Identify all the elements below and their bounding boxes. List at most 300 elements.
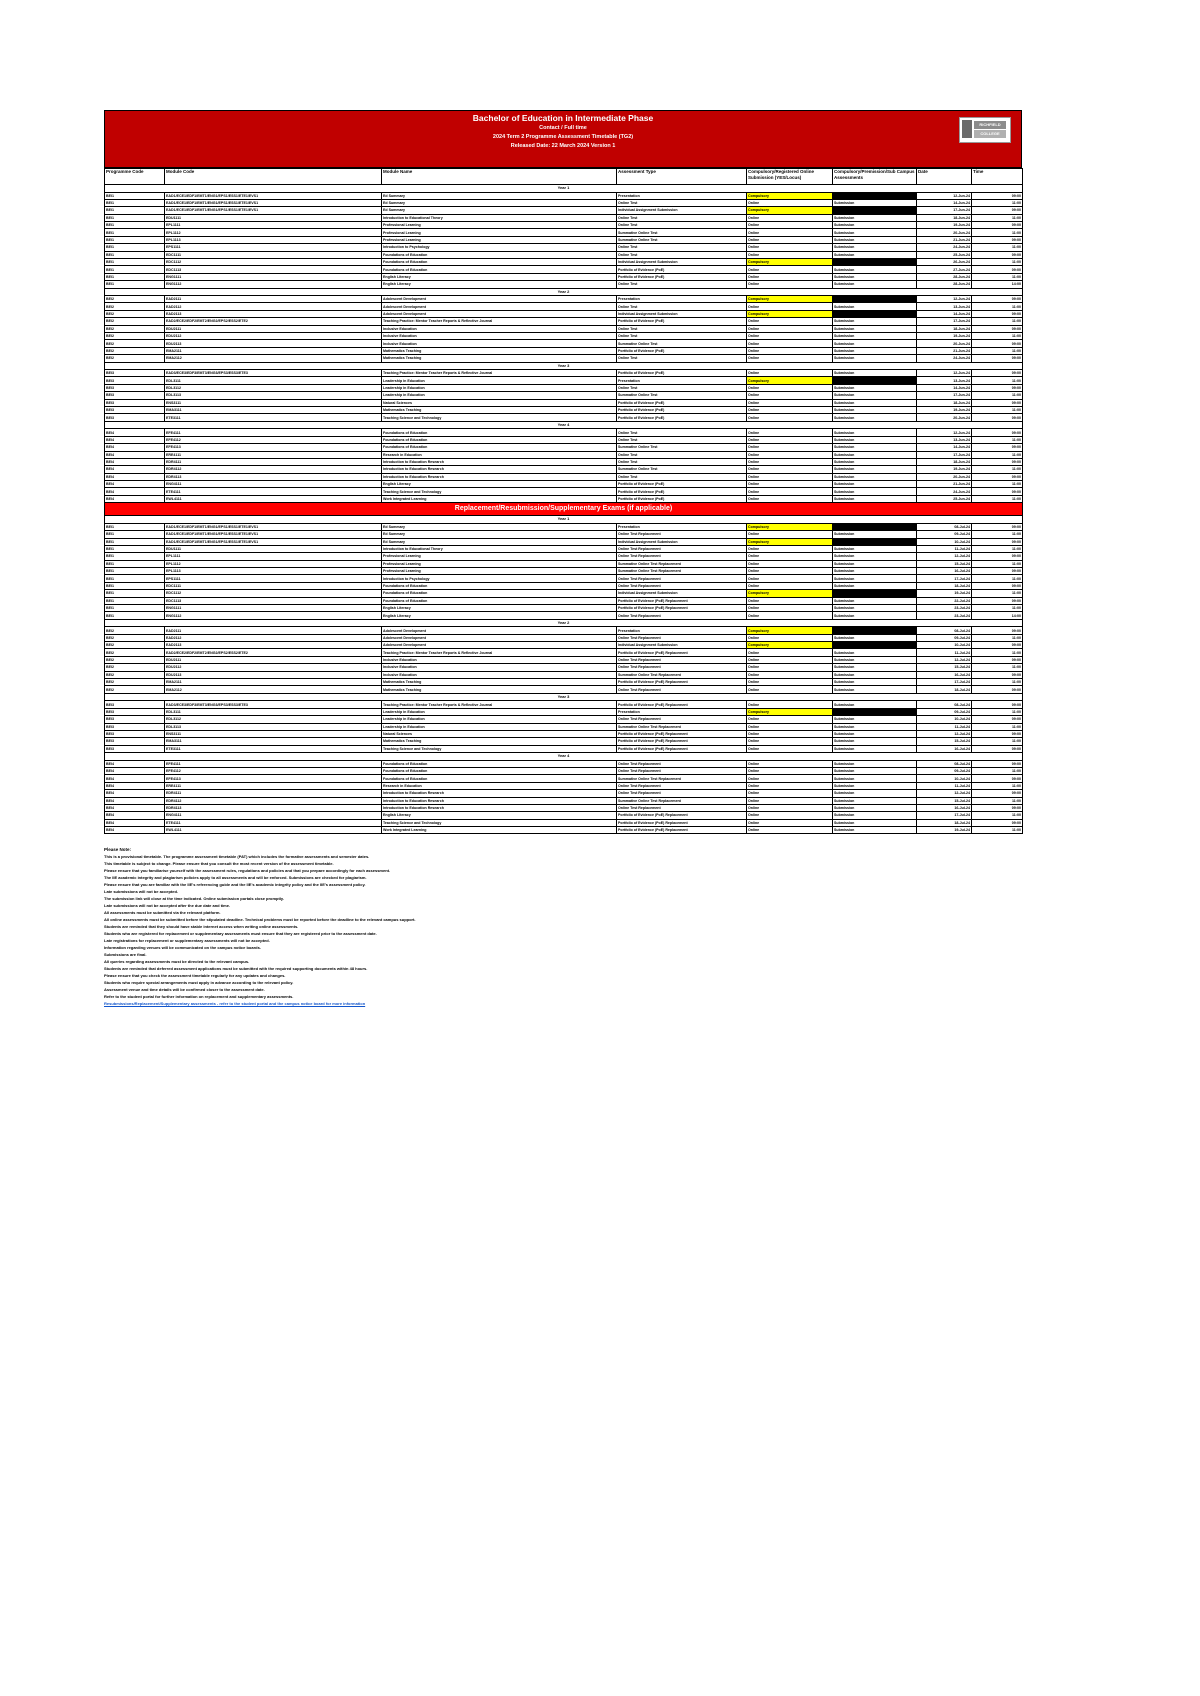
cell-online-submission: Online	[747, 730, 833, 737]
cell-online-submission: Online	[747, 325, 833, 332]
table-row	[105, 686, 1023, 693]
cell-date: 17-Jul-24	[917, 812, 972, 819]
cell-campus-assessment: Submission	[833, 466, 917, 473]
cell-campus-assessment	[833, 259, 917, 266]
cell-date: 12-Jun-24	[917, 296, 972, 303]
cell-module-code: EDC1112	[165, 259, 382, 266]
cell-online-submission: Online	[747, 244, 833, 251]
year-row	[105, 753, 1023, 761]
cell-campus-assessment	[833, 642, 917, 649]
cell-programme-code: BEI2	[105, 649, 165, 656]
cell-campus-assessment: Submission	[833, 199, 917, 206]
cell-module-code: EMA2112	[165, 355, 382, 362]
cell-time: 09:00	[972, 701, 1023, 708]
cell-assessment-type: Portfolio of Evidence (PoE)	[617, 488, 747, 495]
cell-date: 19-Jun-24	[917, 466, 972, 473]
cell-time: 11:00	[972, 782, 1023, 789]
cell-assessment-type: Online Test	[617, 251, 747, 258]
table-row	[105, 266, 1023, 273]
cell-module-code: ERE4111	[165, 782, 382, 789]
table-row	[105, 384, 1023, 391]
table-row	[105, 318, 1023, 325]
cell-campus-assessment: Submission	[833, 318, 917, 325]
cell-date: 09-Jul-24	[917, 634, 972, 641]
cell-assessment-type: Online Test	[617, 436, 747, 443]
cell-online-submission: Online	[747, 560, 833, 567]
cell-assessment-type: Summative Online Test	[617, 444, 747, 451]
table-row	[105, 458, 1023, 465]
cell-online-submission: Online	[747, 481, 833, 488]
cell-assessment-type: Summative Online Test	[617, 466, 747, 473]
cell-campus-assessment: Submission	[833, 444, 917, 451]
cell-online-submission: Online	[747, 488, 833, 495]
cell-module-name: Inclusive Education	[382, 333, 617, 340]
cell-date: 15-Jul-24	[917, 560, 972, 567]
cell-online-submission: Online	[747, 738, 833, 745]
table-row	[105, 414, 1023, 421]
year-label: Year 2	[105, 288, 1023, 296]
col-assessment-type: Assessment Type	[617, 169, 747, 185]
cell-online-submission: Online	[747, 716, 833, 723]
cell-date: 10-Jul-24	[917, 716, 972, 723]
cell-module-name: English Literacy	[382, 481, 617, 488]
cell-module-name: Foundations of Education	[382, 582, 617, 589]
cell-programme-code: BEI2	[105, 310, 165, 317]
cell-campus-assessment: Submission	[833, 701, 917, 708]
cell-time: 09:00	[972, 444, 1023, 451]
cell-assessment-type: Individual Assignment Submission	[617, 310, 747, 317]
cell-online-submission: Online	[747, 451, 833, 458]
cell-time: 09:00	[972, 716, 1023, 723]
cell-module-code: EDU1111	[165, 214, 382, 221]
cell-time: 09:00	[972, 222, 1023, 229]
cell-module-name: Leadership in Education	[382, 377, 617, 384]
cell-online-submission: Online	[747, 281, 833, 288]
cell-time: 09:00	[972, 775, 1023, 782]
table-row	[105, 481, 1023, 488]
cell-campus-assessment: Submission	[833, 745, 917, 752]
cell-time: 09:00	[972, 553, 1023, 560]
cell-date: 28-Jun-24	[917, 281, 972, 288]
cell-time: 11:00	[972, 466, 1023, 473]
cell-module-code: EFE4111	[165, 429, 382, 436]
cell-module-name: Professional Learning	[382, 236, 617, 243]
cell-assessment-type: Summative Online Test Replacement	[617, 568, 747, 575]
cell-time: 11:00	[972, 347, 1023, 354]
cell-time: 11:00	[972, 575, 1023, 582]
table-row	[105, 760, 1023, 767]
table-row	[105, 244, 1023, 251]
cell-module-code: ETE4111	[165, 819, 382, 826]
cell-campus-assessment	[833, 207, 917, 214]
cell-date: 19-Jul-24	[917, 590, 972, 597]
cell-assessment-type: Presentation	[617, 708, 747, 715]
column-header-row	[105, 169, 1023, 185]
table-row	[105, 207, 1023, 214]
cell-time: 11:00	[972, 273, 1023, 280]
cell-campus-assessment	[833, 377, 917, 384]
cell-module-code: ETE3111	[165, 414, 382, 421]
cell-assessment-type: Portfolio of Evidence (PoE) Replacement	[617, 738, 747, 745]
cell-assessment-type: Portfolio of Evidence (PoE)	[617, 347, 747, 354]
cell-programme-code: BEI1	[105, 560, 165, 567]
cell-module-code: EWL4111	[165, 827, 382, 834]
cell-programme-code: BEI3	[105, 407, 165, 414]
cell-date: 19-Jun-24	[917, 222, 972, 229]
table-row	[105, 656, 1023, 663]
cell-module-name: Ed Summary	[382, 531, 617, 538]
table-row	[105, 812, 1023, 819]
cell-module-name: English Literacy	[382, 605, 617, 612]
cell-date: 17-Jul-24	[917, 575, 972, 582]
col-programme-code: Programme Code	[105, 169, 165, 185]
cell-campus-assessment: Submission	[833, 819, 917, 826]
table-row	[105, 273, 1023, 280]
cell-campus-assessment: Submission	[833, 407, 917, 414]
cell-time: 09:00	[972, 296, 1023, 303]
cell-campus-assessment: Submission	[833, 399, 917, 406]
cell-date: 09-Jul-24	[917, 767, 972, 774]
table-row	[105, 790, 1023, 797]
note-line: The submission link will close at the time indicated. Online submission portals close promptly.	[104, 896, 284, 901]
cell-assessment-type: Online Test Replacement	[617, 575, 747, 582]
cell-campus-assessment: Submission	[833, 436, 917, 443]
table-row	[105, 251, 1023, 258]
cell-date: 12-Jul-24	[917, 553, 972, 560]
cell-programme-code: BEI4	[105, 488, 165, 495]
cell-assessment-type: Online Test Replacement	[617, 716, 747, 723]
cell-campus-assessment: Submission	[833, 560, 917, 567]
table-row	[105, 804, 1023, 811]
cell-programme-code: BEI3	[105, 370, 165, 377]
cell-time: 11:00	[972, 436, 1023, 443]
cell-campus-assessment: Submission	[833, 568, 917, 575]
year-row	[105, 288, 1023, 296]
cell-online-submission: Online	[747, 355, 833, 362]
cell-programme-code: BEI1	[105, 531, 165, 538]
cell-time: 11:00	[972, 495, 1023, 502]
cell-programme-code: BEI3	[105, 392, 165, 399]
cell-assessment-type: Portfolio of Evidence (PoE) Replacement	[617, 827, 747, 834]
cell-campus-assessment: Submission	[833, 634, 917, 641]
cell-programme-code: BEI3	[105, 384, 165, 391]
cell-programme-code: BEI2	[105, 333, 165, 340]
cell-campus-assessment: Submission	[833, 671, 917, 678]
cell-campus-assessment: Submission	[833, 738, 917, 745]
cell-date: 23-Jul-24	[917, 605, 972, 612]
cell-module-code: EDR4111	[165, 790, 382, 797]
cell-programme-code: BEI4	[105, 760, 165, 767]
cell-module-code: EDU1111	[165, 545, 382, 552]
cell-module-name: Teaching Science and Technology	[382, 819, 617, 826]
cell-online-submission: Online	[747, 347, 833, 354]
note-line: Please ensure that you check the assessment timetable regularly for any updates and changes.	[104, 973, 286, 978]
cell-campus-assessment: Submission	[833, 429, 917, 436]
cell-date: 22-Jul-24	[917, 597, 972, 604]
cell-time: 11:00	[972, 560, 1023, 567]
table-row	[105, 701, 1023, 708]
cell-module-name: Foundations of Education	[382, 767, 617, 774]
cell-time: 09:00	[972, 266, 1023, 273]
cell-online-submission: Compulsory	[747, 627, 833, 634]
cell-campus-assessment: Submission	[833, 273, 917, 280]
cell-programme-code: BEI2	[105, 318, 165, 325]
year-row	[105, 693, 1023, 701]
cell-module-code: EPL1112	[165, 229, 382, 236]
cell-assessment-type: Portfolio of Evidence (PoE)	[617, 407, 747, 414]
cell-campus-assessment: Submission	[833, 481, 917, 488]
cell-module-code: EAD1/ECE1/EDF1/EMT1/ENG1/EPS1/ESS1/ETE1/EVS1	[165, 199, 382, 206]
cell-module-name: Research in Education	[382, 451, 617, 458]
cell-campus-assessment	[833, 708, 917, 715]
year-label: Year 1	[105, 516, 1023, 524]
cell-campus-assessment: Submission	[833, 495, 917, 502]
cell-module-name: English Literacy	[382, 612, 617, 619]
cell-assessment-type: Portfolio of Evidence (PoE) Replacement	[617, 745, 747, 752]
table-row	[105, 568, 1023, 575]
cell-module-name: Teaching Practice: Mentor Teacher Reports & Reflective Journal	[382, 649, 617, 656]
cell-module-name: Foundations of Education	[382, 775, 617, 782]
cell-assessment-type: Online Test	[617, 214, 747, 221]
table-row	[105, 612, 1023, 619]
release-date: Released Date: 22 March 2024 Version 1	[510, 143, 616, 149]
cell-time: 09:00	[972, 399, 1023, 406]
table-row	[105, 745, 1023, 752]
notes-link[interactable]: Resubmissions/Replacement/Supplementary assessments - refer to the student portal and the campus notice board for more information	[104, 1001, 366, 1006]
cell-campus-assessment: Submission	[833, 649, 917, 656]
cell-time: 11:00	[972, 407, 1023, 414]
cell-programme-code: BEI2	[105, 627, 165, 634]
cell-online-submission: Compulsory	[747, 310, 833, 317]
table-row	[105, 523, 1023, 530]
cell-programme-code: BEI4	[105, 473, 165, 480]
cell-online-submission: Online	[747, 229, 833, 236]
cell-assessment-type: Summative Online Test Replacement	[617, 775, 747, 782]
cell-assessment-type: Presentation	[617, 192, 747, 199]
cell-programme-code: BEI2	[105, 340, 165, 347]
cell-date: 17-Jul-24	[917, 679, 972, 686]
cell-module-code: EPL1111	[165, 222, 382, 229]
cell-time: 09:00	[972, 207, 1023, 214]
cell-time: 09:00	[972, 325, 1023, 332]
cell-module-code: EDC1113	[165, 597, 382, 604]
cell-campus-assessment: Submission	[833, 303, 917, 310]
cell-module-code: EDC1113	[165, 266, 382, 273]
table-row	[105, 199, 1023, 206]
cell-campus-assessment: Submission	[833, 723, 917, 730]
cell-time: 09:00	[972, 671, 1023, 678]
cell-time: 09:00	[972, 642, 1023, 649]
cell-time: 14:00	[972, 612, 1023, 619]
cell-campus-assessment: Submission	[833, 827, 917, 834]
cell-module-code: EDR4113	[165, 473, 382, 480]
col-module-name: Module Name	[382, 169, 617, 185]
cell-programme-code: BEI1	[105, 214, 165, 221]
cell-campus-assessment	[833, 590, 917, 597]
cell-campus-assessment: Submission	[833, 656, 917, 663]
cell-programme-code: BEI3	[105, 414, 165, 421]
cell-time: 11:00	[972, 812, 1023, 819]
table-row	[105, 429, 1023, 436]
table-row	[105, 436, 1023, 443]
cell-assessment-type: Individual Assignment Submission	[617, 642, 747, 649]
cell-assessment-type: Summative Online Test Replacement	[617, 671, 747, 678]
cell-module-name: Ed Summary	[382, 207, 617, 214]
cell-online-submission: Online	[747, 656, 833, 663]
cell-date: 13-Jun-24	[917, 377, 972, 384]
col-date: Date	[917, 169, 972, 185]
note-line: Students are reminded that they should have stable internet access when writing online assessments.	[104, 924, 299, 929]
cell-campus-assessment: Submission	[833, 797, 917, 804]
cell-programme-code: BEI1	[105, 192, 165, 199]
cell-module-name: Ed Summary	[382, 199, 617, 206]
cell-programme-code: BEI1	[105, 222, 165, 229]
cell-date: 18-Jun-24	[917, 458, 972, 465]
cell-programme-code: BEI1	[105, 582, 165, 589]
cell-module-code: EDU2113	[165, 671, 382, 678]
cell-module-code: EDU2112	[165, 333, 382, 340]
cell-assessment-type: Online Test	[617, 384, 747, 391]
cell-assessment-type: Online Test	[617, 325, 747, 332]
cell-time: 09:00	[972, 760, 1023, 767]
cell-online-submission: Online	[747, 266, 833, 273]
cell-online-submission: Online	[747, 273, 833, 280]
document-title: Bachelor of Education in Intermediate Phase	[472, 113, 654, 123]
cell-campus-assessment	[833, 192, 917, 199]
cell-module-name: Research in Education	[382, 782, 617, 789]
table-row	[105, 488, 1023, 495]
cell-time: 11:00	[972, 827, 1023, 834]
cell-module-name: Professional Learning	[382, 560, 617, 567]
cell-time: 09:00	[972, 627, 1023, 634]
note-line: Please ensure that you are familiar with the IIE's referencing guide and the IIE's academic integrity policy and the IIE's assessment policy.	[104, 882, 366, 887]
cell-online-submission: Compulsory	[747, 377, 833, 384]
cell-assessment-type: Online Test Replacement	[617, 634, 747, 641]
cell-time: 11:00	[972, 679, 1023, 686]
table-row	[105, 407, 1023, 414]
cell-date: 24-Jun-24	[917, 355, 972, 362]
cell-programme-code: BEI2	[105, 656, 165, 663]
cell-online-submission: Online	[747, 782, 833, 789]
table-row	[105, 303, 1023, 310]
cell-campus-assessment: Submission	[833, 716, 917, 723]
cell-time: 11:00	[972, 797, 1023, 804]
cell-campus-assessment: Submission	[833, 488, 917, 495]
cell-module-name: Teaching Science and Technology	[382, 745, 617, 752]
cell-assessment-type: Summative Online Test	[617, 392, 747, 399]
cell-date: 19-Jun-24	[917, 333, 972, 340]
table-row	[105, 797, 1023, 804]
cell-date: 08-Jul-24	[917, 760, 972, 767]
table-row	[105, 575, 1023, 582]
year-label: Year 3	[105, 693, 1023, 701]
cell-online-submission: Online	[747, 812, 833, 819]
cell-online-submission: Online	[747, 333, 833, 340]
cell-campus-assessment: Submission	[833, 790, 917, 797]
cell-assessment-type: Presentation	[617, 523, 747, 530]
cell-assessment-type: Portfolio of Evidence (PoE) Replacement	[617, 649, 747, 656]
cell-date: 15-Jul-24	[917, 664, 972, 671]
cell-assessment-type: Online Test Replacement	[617, 553, 747, 560]
cell-time: 09:00	[972, 384, 1023, 391]
cell-module-code: EFE4112	[165, 436, 382, 443]
cell-assessment-type: Presentation	[617, 377, 747, 384]
cell-programme-code: BEI1	[105, 597, 165, 604]
cell-date: 13-Jun-24	[917, 436, 972, 443]
cell-programme-code: BEI1	[105, 553, 165, 560]
cell-assessment-type: Online Test Replacement	[617, 612, 747, 619]
cell-module-name: Adolescent Development	[382, 303, 617, 310]
table-row	[105, 281, 1023, 288]
cell-time: 09:00	[972, 458, 1023, 465]
mode-of-delivery: Contact / Full time	[539, 125, 587, 131]
cell-campus-assessment	[833, 538, 917, 545]
cell-module-name: Ed Summary	[382, 192, 617, 199]
cell-programme-code: BEI4	[105, 819, 165, 826]
table-row	[105, 310, 1023, 317]
cell-module-name: Inclusive Education	[382, 664, 617, 671]
note-line: This timetable is subject to change. Please ensure that you consult the most recent version of the assessment timetable.	[104, 861, 334, 866]
cell-campus-assessment: Submission	[833, 812, 917, 819]
cell-module-code: EAD1/ECE1/EDF1/EMT1/ENG1/EPS1/ESS1/ETE1/EVS1	[165, 523, 382, 530]
cell-campus-assessment: Submission	[833, 458, 917, 465]
cell-date: 12-Jun-24	[917, 429, 972, 436]
cell-module-code: ENG1111	[165, 605, 382, 612]
cell-module-code: EDU2113	[165, 340, 382, 347]
cell-programme-code: BEI3	[105, 377, 165, 384]
cell-programme-code: BEI1	[105, 612, 165, 619]
note-line: Late submissions will not be accepted after the due date and time.	[104, 903, 231, 908]
table-row	[105, 767, 1023, 774]
cell-module-name: Teaching Practice: Mentor Teacher Reports & Reflective Journal	[382, 370, 617, 377]
table-body	[105, 185, 1023, 834]
cell-online-submission: Online	[747, 466, 833, 473]
cell-time: 09:00	[972, 473, 1023, 480]
cell-programme-code: BEI2	[105, 296, 165, 303]
timetable-document	[104, 110, 1022, 834]
cell-module-name: Introduction to Psychology	[382, 244, 617, 251]
cell-campus-assessment: Submission	[833, 775, 917, 782]
cell-module-code: EDU2111	[165, 325, 382, 332]
cell-date: 11-Jul-24	[917, 649, 972, 656]
cell-module-name: Teaching Science and Technology	[382, 488, 617, 495]
cell-campus-assessment: Submission	[833, 281, 917, 288]
cell-module-code: EAD2113	[165, 310, 382, 317]
cell-module-code: EAD2112	[165, 303, 382, 310]
cell-assessment-type: Portfolio of Evidence (PoE)	[617, 481, 747, 488]
cell-campus-assessment: Submission	[833, 414, 917, 421]
cell-module-name: Inclusive Education	[382, 671, 617, 678]
cell-online-submission: Online	[747, 664, 833, 671]
cell-module-code: EMA2112	[165, 686, 382, 693]
cell-date: 15-Jul-24	[917, 738, 972, 745]
cell-assessment-type: Online Test	[617, 333, 747, 340]
cell-online-submission: Online	[747, 745, 833, 752]
cell-module-code: ENG4111	[165, 812, 382, 819]
cell-campus-assessment: Submission	[833, 553, 917, 560]
cell-module-name: Leadership in Education	[382, 716, 617, 723]
cell-assessment-type: Presentation	[617, 296, 747, 303]
cell-date: 14-Jun-24	[917, 384, 972, 391]
cell-date: 18-Jul-24	[917, 582, 972, 589]
cell-online-submission: Online	[747, 384, 833, 391]
cell-date: 13-Jun-24	[917, 303, 972, 310]
cell-assessment-type: Portfolio of Evidence (PoE)	[617, 266, 747, 273]
cell-time: 09:00	[972, 488, 1023, 495]
year-row	[105, 421, 1023, 429]
cell-date: 16-Jul-24	[917, 568, 972, 575]
cell-online-submission: Online	[747, 429, 833, 436]
